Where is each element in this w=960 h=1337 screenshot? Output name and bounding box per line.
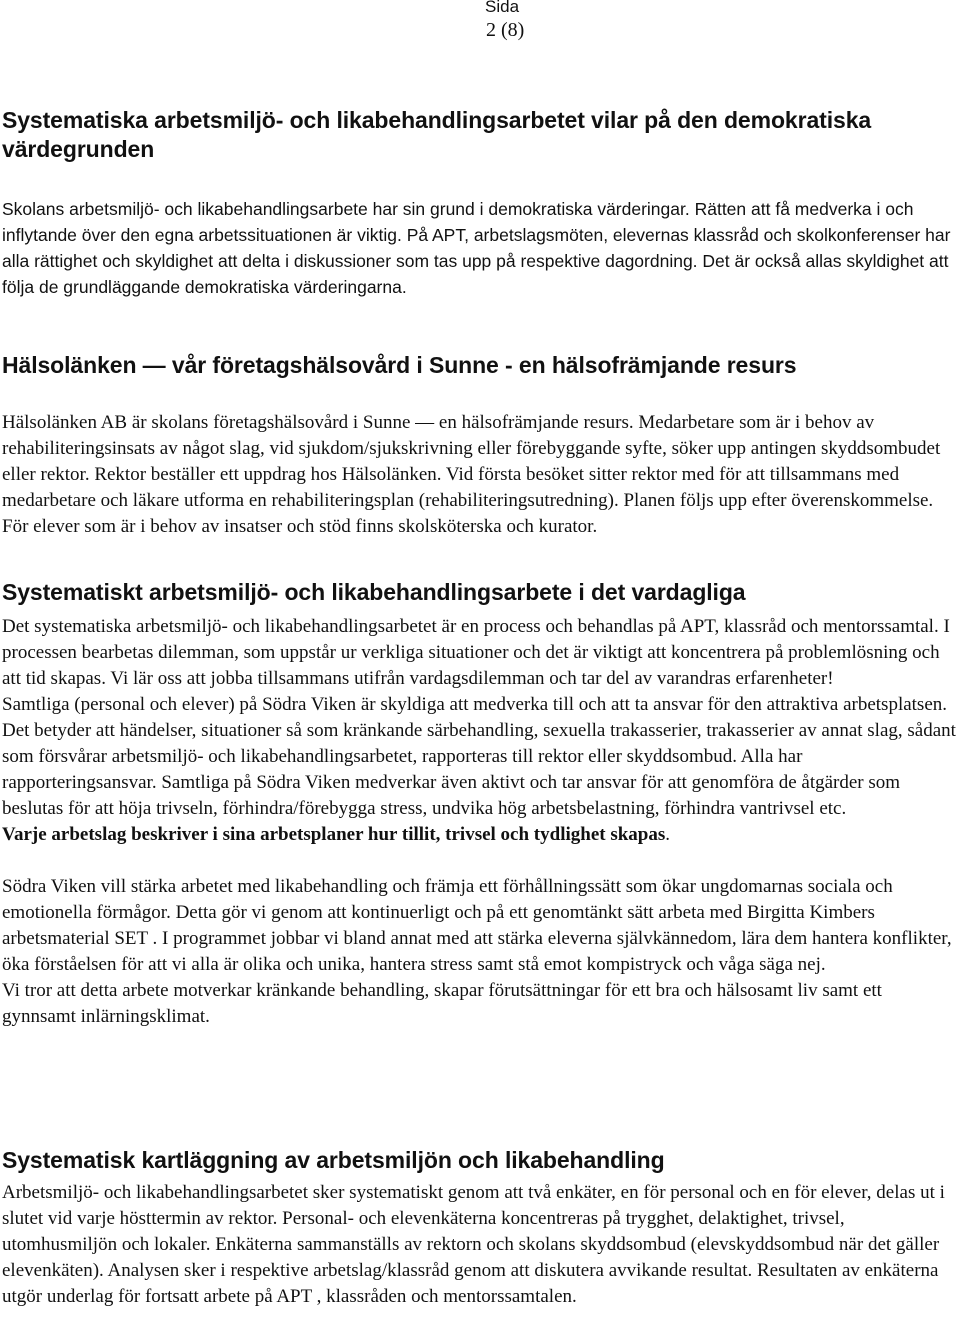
paragraph: Det systematiska arbetsmiljö- och likabehandlingsarbetet är en process och behandlas på APT, klassråd och mentorssamtal. I processen bearbetas dilemman, som uppstår ur verkliga situationer och det är viktigt att koncentrera på problemlösning och att tid skapas. Vi lär oss att jobba tillsammans utifrån vardagsdilemman och tar del av varandras erfarenheter! (2, 616, 950, 689)
section-democratic-values-body (2, 196, 958, 300)
bold-statement (2, 822, 958, 848)
section-halsolanken-body (2, 410, 958, 540)
section-heading: Systematiska arbetsmiljö- och likabehandlingsarbetet vilar på den demokratiska värdegrunden (2, 107, 872, 162)
section-heading: Systematisk kartläggning av arbetsmiljön och likabehandling (2, 1147, 665, 1173)
paragraph: Vi tror att detta arbete motverkar kränkande behandling, skapar förutsättningar för ett bra och hälsosamt liv samt ett gynnsamt inlärningsklimat. (2, 980, 882, 1027)
section-democratic-values (2, 106, 958, 164)
bold-text: Varje arbetslag beskriver i sina arbetsplaner hur tillit, trivsel och tydlighet skapas (2, 824, 666, 845)
section-heading: Hälsolänken — vår företagshälsovård i Sunne - en hälsofrämjande resurs (2, 352, 797, 378)
paragraph: Södra Viken vill stärka arbetet med likabehandling och främja ett förhållningssätt som ökar ungdomarnas sociala och emotionella förmågor. Detta gör vi genom att kontinuerligt och på ett genomtänkt sätt arbeta med Birgitta Kimbers arbetsmaterial SET . I programmet jobbar vi bland annat med att stärka eleverna självkännedom, lära dem hantera konflikter, öka förståelsen för att vi alla är olika och unika, hantera stress samt stå emot kompistryck och våga säga nej. (2, 876, 952, 975)
paragraph: Samtliga (personal och elever) på Södra Viken är skyldiga att medverka till och att ta ansvar för den attraktiva arbetsplatsen. Det betyder att händelser, situationer så som kränkande särbehandling, sexuella trakasserier, trakasserier av annat slag, sådant som försvårar arbetsmiljö- och likabehandlingsarbetet, rapporteras till rektor eller skyddsombud. Alla har rapporteringsansvar. Samtliga på Södra Viken medverkar även aktivt och tar ansvar för att genomföra de åtgärder som beslutas för att höja trivseln, förhindra/förebygga stress, undvika hög arbetsbelastning, förhindra vantrivsel etc. (2, 694, 956, 819)
page-number: 2 (8) (486, 19, 525, 41)
section-halsolanken (2, 351, 958, 380)
paragraph: Hälsolänken AB är skolans företagshälsovård i Sunne — en hälsofrämjande resurs. Medarbetare som är i behov av rehabiliteringsinsats av något slag, vid sjukdom/sjukskrivning eller förebyggande syfte, söker upp antingen skyddsombudet eller rektor. Rektor beställer ett uppdrag hos Hälsolänken. Vid första besöket sitter rektor med för att tillsammans med medarbetare och läkare utforma en rehabiliteringsplan (rehabiliteringsutredning). Planen följs upp efter överenskommelse. (2, 412, 941, 511)
section-everyday-work-body (2, 614, 958, 1030)
section-survey-body (2, 1180, 958, 1310)
paragraph: Skolans arbetsmiljö- och likabehandlingsarbete har sin grund i demokratiska värderingar. Rätten att få medverka i och inflytande över den egna arbetssituationen är viktig. På APT, arbetslagsmöten, elevernas klassråd och skolkonferenser har alla rättighet och skyldighet att delta i diskussioner som tas upp på respektive dagordning. Det är också allas skyldighet att följa de grundläggande demokratiska värderingarna. (2, 199, 951, 297)
section-heading: Systematiskt arbetsmiljö- och likabehandlingsarbete i det vardagliga (2, 579, 746, 605)
section-survey (2, 1146, 958, 1175)
paragraph: Arbetsmiljö- och likabehandlingsarbetet sker systematiskt genom att två enkäter, en för personal och en för elever, delas ut i slutet vid varje hösttermin av rektor. Personal- och elevenkäterna koncentreras på trygghet, delaktighet, trivsel, utomhusmiljön och lokaler. Enkäterna sammanställs av rektorn och skolans skyddsombud (elevskyddsombud när det gäller elevenkäten). Analysen sker i respektive arbetslag/klassråd genom att diskutera avvikande resultat. Resultaten av enkäterna utgör underlag för fortsatt arbete på APT , klassråden och mentorssamtalen. (2, 1182, 945, 1307)
page-label: Sida (485, 0, 520, 16)
paragraph: För elever som är i behov av insatser och stöd finns skolsköterska och kurator. (2, 516, 598, 537)
section-everyday-work (2, 578, 958, 607)
bold-text-period: . (665, 824, 670, 845)
